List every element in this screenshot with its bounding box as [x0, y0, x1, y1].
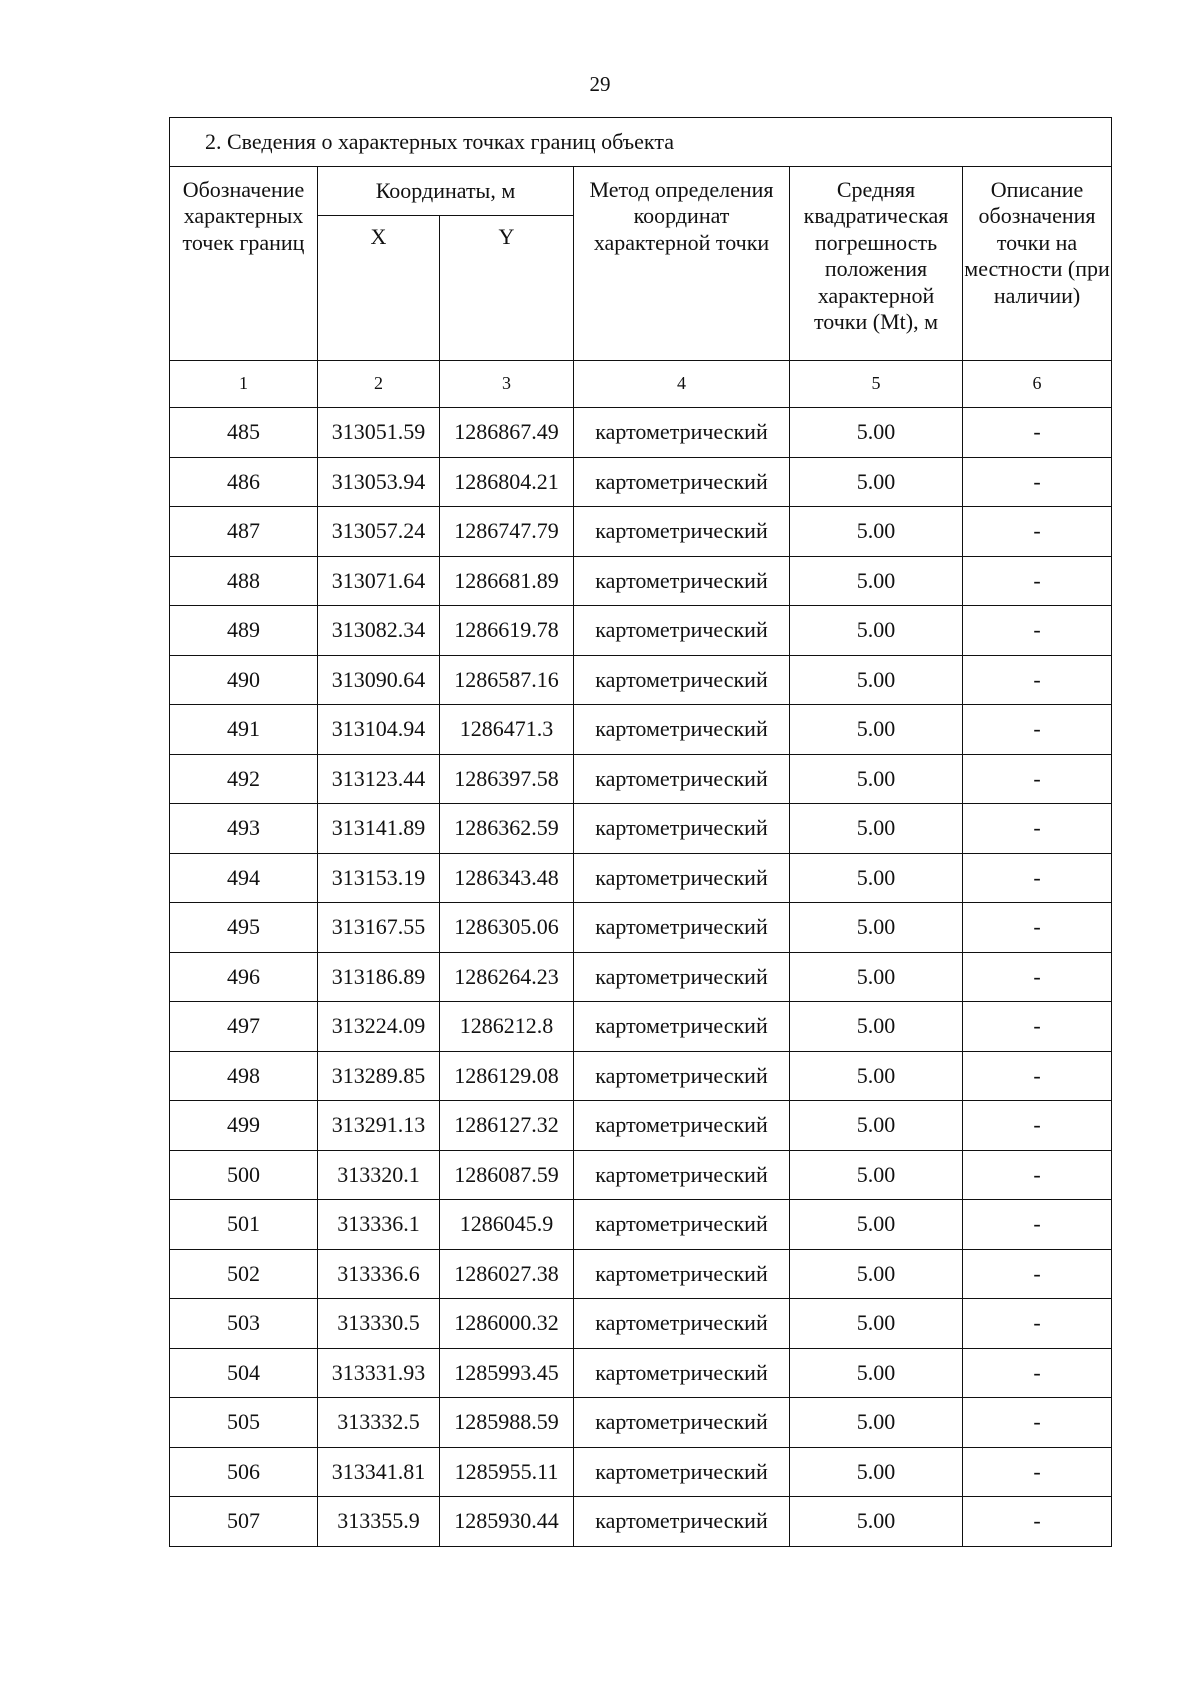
header-x: X: [318, 216, 440, 361]
cell-point: 498: [170, 1051, 318, 1101]
cell-error: 5.00: [790, 1101, 963, 1151]
table-row: [170, 853, 1112, 903]
cell-description: -: [963, 1249, 1112, 1299]
cell-description: -: [963, 853, 1112, 903]
cell-method: картометрический: [574, 1348, 790, 1398]
table-row: [170, 1150, 1112, 1200]
cell-method: картометрический: [574, 853, 790, 903]
cell-error: 5.00: [790, 804, 963, 854]
table-row: [170, 1398, 1112, 1448]
cell-point: 485: [170, 408, 318, 458]
table-row: [170, 408, 1112, 458]
cell-method: картометрический: [574, 1200, 790, 1250]
cell-x: 313331.93: [318, 1348, 440, 1398]
table-row: [170, 804, 1112, 854]
cell-y: 1286264.23: [440, 952, 574, 1002]
header-row-top: [170, 167, 1112, 216]
column-number: 2: [318, 361, 440, 408]
cell-x: 313051.59: [318, 408, 440, 458]
cell-method: картометрический: [574, 1150, 790, 1200]
cell-description: -: [963, 1002, 1112, 1052]
cell-y: 1286045.9: [440, 1200, 574, 1250]
cell-y: 1285988.59: [440, 1398, 574, 1448]
cell-point: 495: [170, 903, 318, 953]
column-number-row: [170, 361, 1112, 408]
cell-point: 488: [170, 556, 318, 606]
page-number: 29: [589, 72, 611, 96]
cell-x: 313071.64: [318, 556, 440, 606]
cell-description: -: [963, 903, 1112, 953]
table-row: [170, 556, 1112, 606]
table-row: [170, 1447, 1112, 1497]
cell-method: картометрический: [574, 705, 790, 755]
cell-method: картометрический: [574, 1398, 790, 1448]
cell-point: 507: [170, 1497, 318, 1547]
cell-point: 493: [170, 804, 318, 854]
cell-error: 5.00: [790, 1249, 963, 1299]
cell-error: 5.00: [790, 1051, 963, 1101]
cell-point: 505: [170, 1398, 318, 1448]
cell-y: 1286681.89: [440, 556, 574, 606]
cell-y: 1286397.58: [440, 754, 574, 804]
cell-description: -: [963, 1447, 1112, 1497]
boundary-points-table: [169, 117, 1112, 1547]
cell-x: 313153.19: [318, 853, 440, 903]
table-row: [170, 606, 1112, 656]
column-number: 4: [574, 361, 790, 408]
cell-point: 504: [170, 1348, 318, 1398]
cell-description: -: [963, 1348, 1112, 1398]
cell-error: 5.00: [790, 1398, 963, 1448]
header-error: Средняя квадратическая погрешность положения характерной точки (Mt), м: [790, 167, 963, 361]
cell-x: 313224.09: [318, 1002, 440, 1052]
cell-point: 499: [170, 1101, 318, 1151]
column-number: 3: [440, 361, 574, 408]
cell-y: 1286129.08: [440, 1051, 574, 1101]
table-row: [170, 952, 1112, 1002]
cell-y: 1286087.59: [440, 1150, 574, 1200]
table-row: [170, 1002, 1112, 1052]
table-row: [170, 1249, 1112, 1299]
cell-method: картометрический: [574, 952, 790, 1002]
cell-method: картометрический: [574, 1002, 790, 1052]
cell-point: 500: [170, 1150, 318, 1200]
column-number: 1: [170, 361, 318, 408]
cell-description: -: [963, 1101, 1112, 1151]
cell-error: 5.00: [790, 903, 963, 953]
cell-method: картометрический: [574, 606, 790, 656]
cell-x: 313123.44: [318, 754, 440, 804]
cell-description: -: [963, 1150, 1112, 1200]
column-number: 5: [790, 361, 963, 408]
table-row: [170, 903, 1112, 953]
cell-description: -: [963, 1299, 1112, 1349]
cell-x: 313341.81: [318, 1447, 440, 1497]
cell-method: картометрический: [574, 1299, 790, 1349]
cell-method: картометрический: [574, 1249, 790, 1299]
cell-description: -: [963, 457, 1112, 507]
cell-y: 1286867.49: [440, 408, 574, 458]
cell-method: картометрический: [574, 1051, 790, 1101]
cell-x: 313336.6: [318, 1249, 440, 1299]
cell-error: 5.00: [790, 655, 963, 705]
cell-description: -: [963, 507, 1112, 557]
cell-point: 491: [170, 705, 318, 755]
cell-error: 5.00: [790, 853, 963, 903]
cell-description: -: [963, 804, 1112, 854]
cell-y: 1286027.38: [440, 1249, 574, 1299]
cell-description: -: [963, 556, 1112, 606]
cell-point: 506: [170, 1447, 318, 1497]
cell-error: 5.00: [790, 754, 963, 804]
table-row: [170, 507, 1112, 557]
table-row: [170, 1299, 1112, 1349]
cell-error: 5.00: [790, 1200, 963, 1250]
cell-x: 313090.64: [318, 655, 440, 705]
cell-y: 1285930.44: [440, 1497, 574, 1547]
cell-error: 5.00: [790, 952, 963, 1002]
cell-description: -: [963, 952, 1112, 1002]
cell-description: -: [963, 1398, 1112, 1448]
cell-method: картометрический: [574, 1101, 790, 1151]
cell-point: 502: [170, 1249, 318, 1299]
table-row: [170, 457, 1112, 507]
cell-method: картометрический: [574, 408, 790, 458]
cell-error: 5.00: [790, 556, 963, 606]
cell-point: 497: [170, 1002, 318, 1052]
table-row: [170, 1101, 1112, 1151]
table-row: [170, 754, 1112, 804]
cell-method: картометрический: [574, 507, 790, 557]
cell-point: 487: [170, 507, 318, 557]
cell-y: 1286305.06: [440, 903, 574, 953]
cell-description: -: [963, 1200, 1112, 1250]
cell-point: 489: [170, 606, 318, 656]
cell-point: 494: [170, 853, 318, 903]
column-number: 6: [963, 361, 1112, 408]
table-row: [170, 1051, 1112, 1101]
cell-x: 313082.34: [318, 606, 440, 656]
cell-x: 313186.89: [318, 952, 440, 1002]
section-title-row: [170, 118, 1112, 167]
cell-error: 5.00: [790, 1447, 963, 1497]
cell-y: 1286471.3: [440, 705, 574, 755]
cell-x: 313141.89: [318, 804, 440, 854]
cell-x: 313057.24: [318, 507, 440, 557]
cell-error: 5.00: [790, 606, 963, 656]
table-row: [170, 1497, 1112, 1547]
cell-description: -: [963, 655, 1112, 705]
cell-error: 5.00: [790, 705, 963, 755]
cell-y: 1286587.16: [440, 655, 574, 705]
cell-description: -: [963, 606, 1112, 656]
cell-point: 486: [170, 457, 318, 507]
cell-y: 1286343.48: [440, 853, 574, 903]
cell-y: 1285993.45: [440, 1348, 574, 1398]
cell-x: 313291.13: [318, 1101, 440, 1151]
table-row: [170, 1200, 1112, 1250]
cell-x: 313336.1: [318, 1200, 440, 1250]
cell-error: 5.00: [790, 1497, 963, 1547]
section-title: 2. Сведения о характерных точках границ объекта: [170, 118, 1112, 167]
cell-point: 492: [170, 754, 318, 804]
cell-description: -: [963, 754, 1112, 804]
header-description: Описание обозначения точки на местности (при наличии): [963, 167, 1112, 361]
cell-y: 1286000.32: [440, 1299, 574, 1349]
cell-point: 496: [170, 952, 318, 1002]
cell-x: 313320.1: [318, 1150, 440, 1200]
cell-method: картометрический: [574, 1447, 790, 1497]
cell-x: 313330.5: [318, 1299, 440, 1349]
cell-error: 5.00: [790, 1299, 963, 1349]
cell-error: 5.00: [790, 1002, 963, 1052]
cell-method: картометрический: [574, 655, 790, 705]
cell-point: 503: [170, 1299, 318, 1349]
cell-point: 490: [170, 655, 318, 705]
cell-y: 1286127.32: [440, 1101, 574, 1151]
header-y: Y: [440, 216, 574, 361]
cell-point: 501: [170, 1200, 318, 1250]
cell-x: 313289.85: [318, 1051, 440, 1101]
cell-method: картометрический: [574, 1497, 790, 1547]
cell-method: картометрический: [574, 903, 790, 953]
cell-error: 5.00: [790, 408, 963, 458]
cell-method: картометрический: [574, 754, 790, 804]
cell-error: 5.00: [790, 507, 963, 557]
cell-method: картометрический: [574, 556, 790, 606]
cell-description: -: [963, 408, 1112, 458]
cell-x: 313167.55: [318, 903, 440, 953]
cell-error: 5.00: [790, 1348, 963, 1398]
cell-y: 1286362.59: [440, 804, 574, 854]
cell-x: 313053.94: [318, 457, 440, 507]
cell-description: -: [963, 1051, 1112, 1101]
cell-method: картометрический: [574, 804, 790, 854]
cell-error: 5.00: [790, 457, 963, 507]
table-row: [170, 705, 1112, 755]
cell-description: -: [963, 1497, 1112, 1547]
cell-y: 1286212.8: [440, 1002, 574, 1052]
cell-x: 313332.5: [318, 1398, 440, 1448]
cell-y: 1286804.21: [440, 457, 574, 507]
header-point: Обозначение характерных точек границ: [170, 167, 318, 361]
cell-y: 1285955.11: [440, 1447, 574, 1497]
cell-y: 1286619.78: [440, 606, 574, 656]
header-method: Метод определения координат характерной точки: [574, 167, 790, 361]
table-row: [170, 1348, 1112, 1398]
header-coordinates: Координаты, м: [318, 167, 574, 216]
cell-x: 313104.94: [318, 705, 440, 755]
cell-y: 1286747.79: [440, 507, 574, 557]
cell-x: 313355.9: [318, 1497, 440, 1547]
cell-error: 5.00: [790, 1150, 963, 1200]
table-row: [170, 655, 1112, 705]
cell-method: картометрический: [574, 457, 790, 507]
cell-description: -: [963, 705, 1112, 755]
